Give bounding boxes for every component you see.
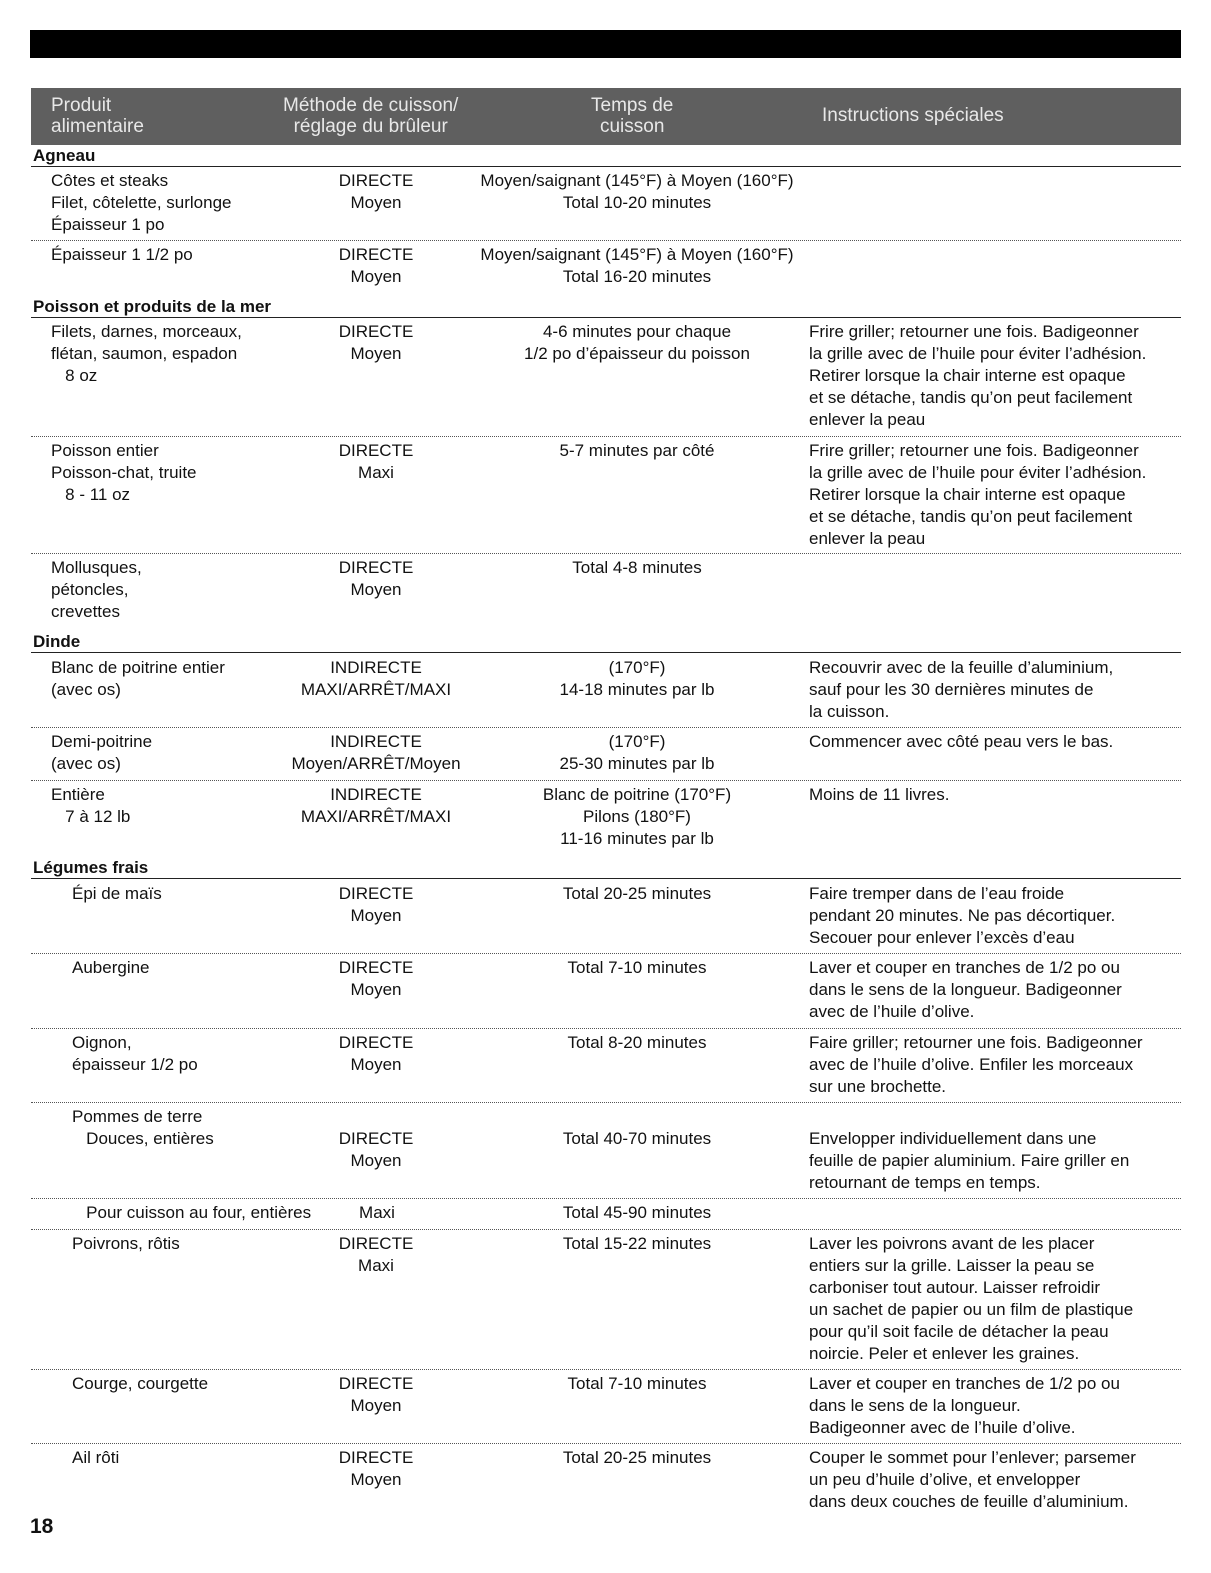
product-cell: Épaisseur 1 1/2 po <box>51 245 193 264</box>
time-cell: Total 7-10 minutes <box>567 1374 707 1393</box>
product-cell: Poivrons, rôtis <box>72 1234 180 1253</box>
section-title: Poisson et produits de la mer <box>33 297 272 316</box>
instructions-cell: Frire griller; retourner une fois. Badigeonner la grille avec de l’huile pour éviter l’adhésion. Retirer lorsque la chair interne est opaque et se détache, tandis qu’on peut facilement enlever la peau <box>809 441 1147 548</box>
time-cell: Total 20-25 minutes <box>562 884 712 903</box>
time-cell: 4-6 minutes pour chaque 1/2 po d’épaisseur du poisson <box>524 322 750 363</box>
instructions-cell: Faire tremper dans de l’eau froide pendant 20 minutes. Ne pas décortiquer. Secouer pour enlever l’excès d’eau <box>809 884 1116 947</box>
method-cell: DIRECTE Moyen <box>338 558 414 599</box>
product-cell: Épi de maïs <box>72 884 162 903</box>
row-divider <box>31 553 1181 554</box>
method-cell: DIRECTE Moyen <box>338 884 414 925</box>
instructions-cell: Envelopper individuellement dans une feuille de papier aluminium. Faire griller en retournant de temps en temps. <box>809 1129 1130 1192</box>
header-temps: Temps de cuisson <box>591 95 674 137</box>
time-cell: Total 20-25 minutes <box>562 1448 712 1467</box>
instructions-cell: Commencer avec côté peau vers le bas. <box>809 732 1114 751</box>
product-cell: Poisson entier Poisson-chat, truite 8 - 11 oz <box>51 441 197 504</box>
instructions-cell: Laver et couper en tranches de 1/2 po ou dans le sens de la longueur. Badigeonner avec de l’huile d’olive. <box>809 1374 1120 1437</box>
product-cell: Pour cuisson au four, entières <box>72 1203 312 1222</box>
time-cell: Total 45-90 minutes <box>562 1203 712 1222</box>
row-divider <box>31 1443 1181 1444</box>
row-divider <box>31 1198 1181 1199</box>
method-cell: DIRECTE Moyen <box>338 322 414 363</box>
header-instructions: Instructions spéciales <box>822 105 1004 126</box>
method-cell: INDIRECTE MAXI/ARRÊT/MAXI <box>300 785 452 826</box>
instructions-cell: Frire griller; retourner une fois. Badigeonner la grille avec de l’huile pour éviter l’adhésion. Retirer lorsque la chair interne est opaque et se détache, tandis qu’on peut facilement enlever la peau <box>809 322 1147 429</box>
product-cell: Filets, darnes, morceaux, flétan, saumon, espadon 8 oz <box>51 322 242 385</box>
product-cell: Courge, courgette <box>72 1374 209 1393</box>
method-cell: DIRECTE Moyen <box>338 1129 414 1170</box>
method-cell: INDIRECTE MAXI/ARRÊT/MAXI <box>300 658 452 699</box>
time-cell: Moyen/saignant (145°F) à Moyen (160°F) Total 16-20 minutes <box>480 245 794 286</box>
method-cell: DIRECTE Maxi <box>338 1234 414 1275</box>
header-produit: Produit alimentaire <box>51 95 144 137</box>
section-rule <box>31 878 1181 879</box>
product-cell: Oignon, épaisseur 1/2 po <box>72 1033 198 1074</box>
section-rule <box>31 166 1181 167</box>
row-divider <box>31 780 1181 781</box>
method-cell: DIRECTE Moyen <box>338 171 414 212</box>
row-divider <box>31 240 1181 241</box>
row-divider <box>31 1102 1181 1103</box>
instructions-cell: Laver les poivrons avant de les placer entiers sur la grille. Laisser la peau se carboniser tout autour. Laisser refroidir un sachet de papier ou un film de plastique pour qu’il soit facile de détacher la peau noircie. Peler et enlever les graines. <box>809 1234 1134 1363</box>
time-cell: (170°F) 25-30 minutes par lb <box>559 732 715 773</box>
time-cell: Blanc de poitrine (170°F) Pilons (180°F) 11-16 minutes par lb <box>542 785 732 848</box>
method-cell: Maxi <box>359 1203 395 1222</box>
method-cell: DIRECTE Moyen <box>338 1448 414 1489</box>
row-divider <box>31 1369 1181 1370</box>
section-rule <box>31 317 1181 318</box>
product-cell: Côtes et steaks Filet, côtelette, surlonge Épaisseur 1 po <box>51 171 232 234</box>
row-divider <box>31 953 1181 954</box>
product-cell: Mollusques, pétoncles, crevettes <box>51 558 142 621</box>
table-header <box>31 88 1181 145</box>
time-cell: Moyen/saignant (145°F) à Moyen (160°F) Total 10-20 minutes <box>480 171 794 212</box>
time-cell: Total 40-70 minutes <box>562 1129 712 1148</box>
method-cell: DIRECTE Moyen <box>338 1033 414 1074</box>
row-divider <box>31 1229 1181 1230</box>
instructions-cell: Couper le sommet pour l’enlever; parsemer un peu d’huile d’olive, et envelopper dans deux couches de feuille d’aluminium. <box>809 1448 1136 1511</box>
section-title: Agneau <box>33 146 96 165</box>
product-cell: Demi-poitrine (avec os) <box>51 732 153 773</box>
method-cell: DIRECTE Moyen <box>338 245 414 286</box>
page-number: 18 <box>30 1515 54 1538</box>
product-cell: Blanc de poitrine entier (avec os) <box>51 658 225 699</box>
product-cell: Pommes de terre Douces, entières <box>72 1107 214 1148</box>
time-cell: Total 15-22 minutes <box>562 1234 712 1253</box>
time-cell: Total 8-20 minutes <box>567 1033 707 1052</box>
section-title: Dinde <box>33 632 81 651</box>
method-cell: DIRECTE Maxi <box>338 441 414 482</box>
top-black-bar <box>30 30 1181 58</box>
method-cell: INDIRECTE Moyen/ARRÊT/Moyen <box>291 732 461 773</box>
header-methode: Méthode de cuisson/ réglage du brûleur <box>283 95 459 137</box>
instructions-cell: Recouvrir avec de la feuille d’aluminium, sauf pour les 30 dernières minutes de la cuisson. <box>809 658 1114 721</box>
method-cell: DIRECTE Moyen <box>338 1374 414 1415</box>
time-cell: Total 7-10 minutes <box>567 958 707 977</box>
section-title: Légumes frais <box>33 858 149 877</box>
instructions-cell: Laver et couper en tranches de 1/2 po ou dans le sens de la longueur. Badigeonner avec de l’huile d’olive. <box>809 958 1122 1021</box>
row-divider <box>31 436 1181 437</box>
method-cell: DIRECTE Moyen <box>338 958 414 999</box>
time-cell: Total 4-8 minutes <box>572 558 702 577</box>
section-rule <box>31 652 1181 653</box>
product-cell: Ail rôti <box>72 1448 120 1467</box>
time-cell: 5-7 minutes par côté <box>559 441 715 460</box>
row-divider <box>31 727 1181 728</box>
instructions-cell: Moins de 11 livres. <box>809 785 950 804</box>
row-divider <box>31 1028 1181 1029</box>
instructions-cell: Faire griller; retourner une fois. Badigeonner avec de l’huile d’olive. Enfiler les morceaux sur une brochette. <box>809 1033 1143 1096</box>
time-cell: (170°F) 14-18 minutes par lb <box>559 658 715 699</box>
product-cell: Entière 7 à 12 lb <box>51 785 131 826</box>
product-cell: Aubergine <box>72 958 150 977</box>
